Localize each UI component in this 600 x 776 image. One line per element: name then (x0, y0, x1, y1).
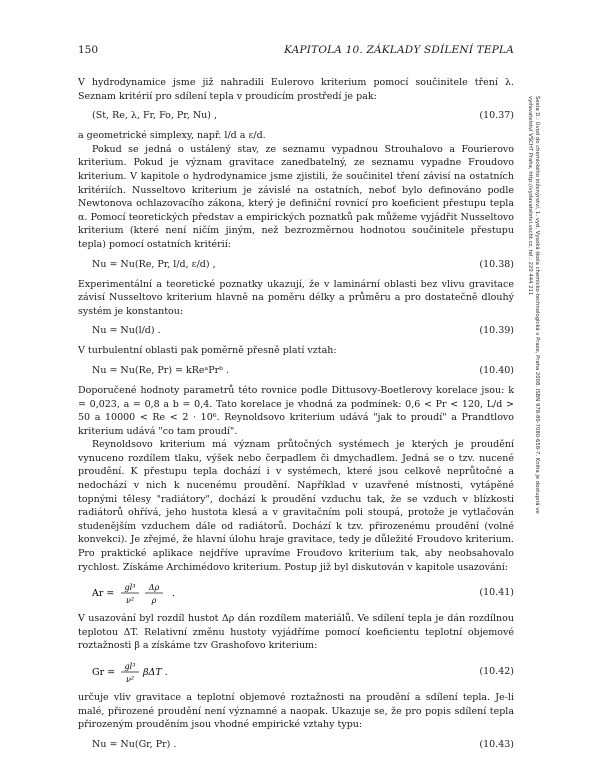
equation-10-40 (78, 363, 514, 378)
paragraph: V turbulentní oblasti pak poměrně přesně platí vztah: (78, 345, 337, 357)
equation-tail: βΔT . (143, 667, 168, 678)
fraction-numerator: Δρ (148, 583, 160, 593)
running-title: KAPITOLA 10. ZÁKLADY SDÍLENÍ TEPLA (284, 44, 514, 56)
equation-lhs: Ar = (92, 588, 115, 600)
equation-expression: Nu = Nu(l/d) . (92, 325, 161, 337)
fraction-denominator: ρ (151, 596, 157, 606)
equation-10-42 (78, 659, 514, 685)
equation-expression: (St, Re, λ, Fr, Fo, Pr, Nu) , (92, 110, 218, 122)
paragraph: Doporučené hodnoty parametrů této rovnice podle Dittusovy-Boetlerovy korelace jsou: k = 0,023, a = 0,8 a b = 0,4. Tato korelace je vhodná za podmínek: 0,6 < Pr < 120, L/d > 50 a 10000 < Re < 2 · 10⁶. Reynoldsovo kriterium udává "jak to proudí" a Prandtlovo kriterium udává "co tam proudí". (78, 384, 514, 437)
paragraph: určuje vliv gravitace a teplotní objemové roztažnosti na proudění a sdílení tepla. Je-li malé, přirozené proudění není významné a naopak. Ukazuje se, že pro popis sdílení tepla přirozeným prouděním jsou vhodné empirické vztahy typu: (78, 692, 514, 731)
equation-10-38 (78, 257, 514, 272)
fraction-denominator: ν² (125, 596, 135, 606)
equation-number: (10.43) (479, 738, 514, 750)
fraction-formula-gr (92, 659, 232, 685)
equation-10-41 (78, 580, 514, 606)
paragraph: Experimentální a teoretické poznatky ukazují, že v laminární oblasti bez vlivu gravitace závisí Nusseltovo kriterium hlavně na poměru délky a průměru a pro dostatečně dlouhý systém je konstantou: (78, 278, 514, 317)
page-header (78, 44, 514, 60)
equation-expression (92, 659, 232, 685)
page-number: 150 (78, 44, 99, 56)
equation-10-37 (78, 108, 514, 123)
equation-10-39 (78, 323, 514, 338)
paragraph: Reynoldsovo kriterium má význam průtočných systémech je kterých je proudění vynuceno rozdílem tlaku, výšek nebo čerpadlem či dmychadlem. Jedná se o tzv. nucené proudění. K přestupu tepla dochází i v systémech, které jsou celkově neprůtočné a nedochází v nich k nucenému proudění. Například v uzavřené místnosti, vytápěné topnými tělesy "radiátory", dochází k proudění vzduchu tak, že se vzduch v blízkosti radiátorů ohřívá, jeho hustota klesá a v gravitačním poli stoupá, protože je vytlačován studenějším vzduchem dále od radiátorů. Dochází k tzv. přirozenému proudění (volné konvekci). Je zřejmé, že hlavní úlohu hraje gravitace, tedy je důležité Froudovo kriterium. Pro praktické aplikace nejdříve upravíme Froudovo kriterium tak, aby neobsahovalo rychlost. Získáme Archimédovo kriterium. Postup již byl diskutován v kapitole usazování: (78, 439, 514, 573)
paragraph: V hydrodynamice jsme již nahradili Eulerovo kriterium pomocí součinitele tření λ. Seznam kritérií pro sdílení tepla v proudícím prostředí je pak: (78, 77, 514, 102)
equation-lhs: Gr = (92, 667, 116, 678)
equation-number: (10.42) (479, 666, 514, 677)
equation-number: (10.37) (479, 110, 514, 122)
fraction-numerator: gl³ (124, 662, 136, 671)
paragraph: Pokud se jedná o ustálený stav, ze seznamu vypadnou Strouhalovo a Fourierovo kriterium. Pokud je význam gravitace zanedbatelný, ze seznamu vypadne Froudovo kriterium. V kapitole o hydrodynamice jsme zjistili, že součinitel tření závisí na ostatních kritériích. Nusseltovo kriterium je závislé na ostatních, neboť bylo definováno podle Newtonova ochlazovacího zákona, který je definiční rovnicí pro koeficient přestupu tepla α. Pomocí teoretických představ a empirických poznatků pak můžeme vyjádřit Nusseltovo kriterium (které není ničím jiným, než bezrozměrnou hodnotou součinitele přestupu tepla) pomocí ostatních kritérií: (78, 143, 514, 250)
side-margin-note (526, 96, 540, 526)
paragraph: a geometrické simplexy, např. l/d a ε/d. (78, 130, 266, 142)
equation-expression: Nu = Nu(Re, Pr) = kReᵃPrᵇ . (92, 364, 229, 376)
fraction-formula-ar (92, 580, 212, 606)
equation-tail: . (172, 588, 176, 600)
equation-expression (92, 580, 212, 606)
equation-expression: Nu = Nu(Re, Pr, l/d, ε/d) , (92, 258, 216, 270)
equation-10-43 (78, 737, 514, 752)
equation-number: (10.38) (479, 258, 514, 270)
equation-expression: Nu = Nu(Gr, Pr) . (92, 738, 177, 750)
paragraph: V usazování byl rozdíl hustot Δρ dán rozdílem materiálů. Ve sdílení tepla je dán rozdílnou teplotou ΔT. Relativní změnu hustoty vyjádříme pomocí koeficientu teplotní objemové roztažnosti β a získáme tzv Grashofovo kriterium: (78, 613, 514, 652)
fraction-numerator: gl³ (124, 583, 136, 593)
page-body (78, 76, 514, 758)
equation-number: (10.40) (479, 364, 514, 376)
fraction-denominator: ν² (125, 675, 135, 684)
equation-number: (10.39) (479, 325, 514, 337)
equation-number: (10.41) (479, 587, 514, 599)
side-note-text: Šesta D.: Úvod do chemického inženýrství, 1. vyd. Vysoká škola chemicko-technologická v Praze, Praha 2008. ISBN 978-80-7080-658-7. Kniha je dostupná ve vydavatelství VŠCHT Praha, http://vydavatelstvi.vscht.cz, tel.: 220 444 211 (527, 96, 540, 514)
